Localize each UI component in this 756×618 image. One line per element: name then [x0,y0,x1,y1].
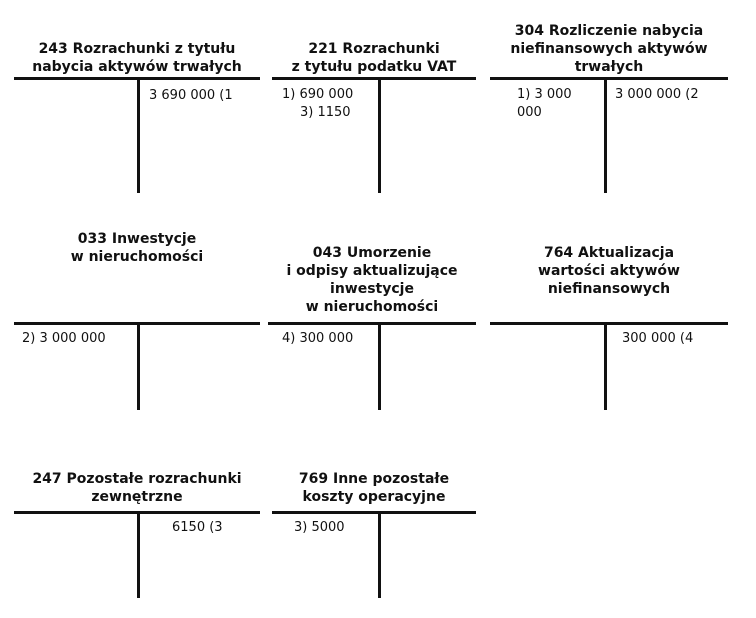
credit-entry: 6150 (3 [172,520,223,535]
t-account-221 [272,0,476,200]
debit-entry: 2) 3 000 000 [22,331,106,346]
account-horizontal-line [272,77,476,80]
t-account-769 [272,460,476,610]
account-horizontal-line [268,322,476,325]
debit-entry: 3) 5000 [294,520,345,535]
account-title: 033 Inwestycje w nieruchomości [70,231,204,265]
debit-entry: 1) 690 000 [282,87,354,102]
account-vertical-line [137,322,140,410]
account-vertical-line [604,77,607,193]
account-horizontal-line [490,322,728,325]
t-account-304 [490,0,728,200]
t-account-247 [14,460,260,610]
t-account-764 [490,230,728,410]
account-horizontal-line [272,511,476,514]
account-vertical-line [378,322,381,410]
debit-entry: 4) 300 000 [282,331,354,346]
credit-entry: 300 000 (4 [622,331,694,346]
account-title: 769 Inne pozostałe koszty operacyjne [298,471,450,505]
account-title: 247 Pozostałe rozrachunki zewnętrzne [32,471,242,505]
account-title: 304 Rozliczenie nabycia niefinansowych aktywów trwałych [510,23,708,75]
debit-entry: 3) 1150 [300,105,351,120]
credit-entry: 3 690 000 (1 [149,88,233,103]
account-vertical-line [378,511,381,598]
account-vertical-line [137,511,140,598]
account-horizontal-line [490,77,728,80]
account-title: 221 Rozrachunki z tytułu podatku VAT [291,41,457,75]
account-title: 043 Umorzenie i odpisy aktualizujące inwestycje w nieruchomości [286,245,458,315]
account-vertical-line [604,322,607,410]
debit-entry: 1) 3 000 000 [517,87,572,120]
t-account-043 [268,230,476,410]
account-title: 764 Aktualizacja wartości aktywów niefinansowych [538,245,680,297]
account-title: 243 Rozrachunki z tytułu nabycia aktywów trwałych [32,41,242,75]
account-vertical-line [378,77,381,193]
t-account-243 [14,0,260,200]
credit-entry: 3 000 000 (2 [615,87,699,102]
t-account-033 [14,230,260,410]
account-vertical-line [137,77,140,193]
